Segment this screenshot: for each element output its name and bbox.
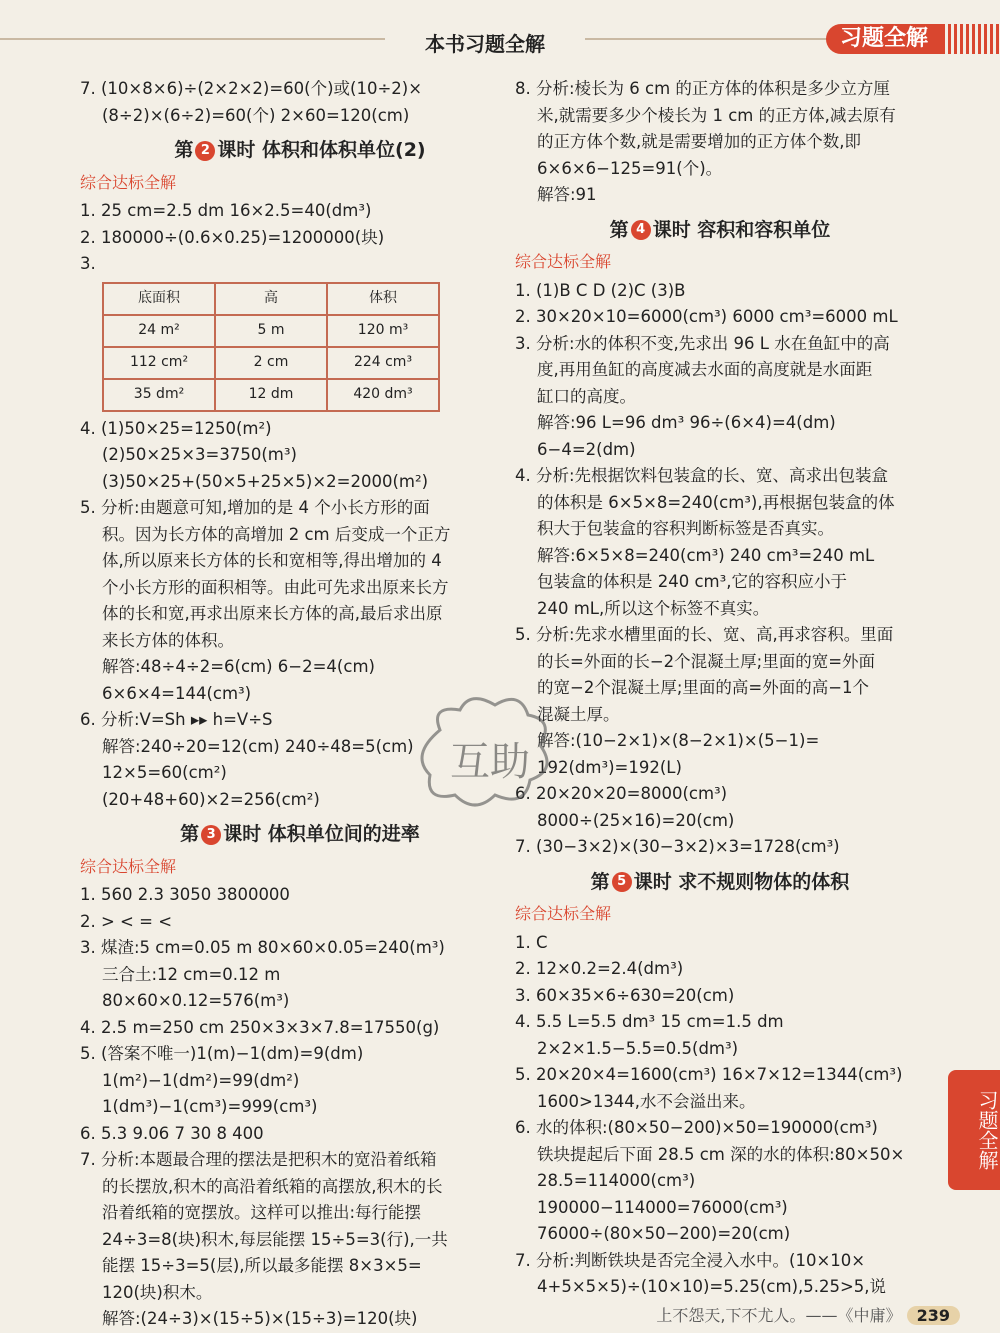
section-heading: 综合达标全解 (515, 904, 612, 923)
table-cell: 120 m³ (327, 315, 439, 347)
table-cell: 12 dm (215, 379, 327, 411)
answer-line: 190000−114000=76000(cm³) (537, 1197, 788, 1217)
lesson-number-badge: 4 (631, 220, 651, 240)
answer-line: 3. 分析:水的体积不变,先求出 96 L 水在鱼缸中的高 (515, 333, 890, 353)
answer-line: 铁块提起后下面 28.5 cm 深的水的体积:80×50× (537, 1144, 905, 1164)
answer-line: 个小长方形的面积相等。由此可先求出原来长方 (102, 577, 449, 597)
answer-line: 度,再用鱼缸的高度减去水面的高度就是水面距 (537, 360, 873, 379)
answer-line: 4. 分析:先根据饮料包装盒的长、宽、高求出包装盒 (515, 466, 889, 485)
answer-line: 解答:(24÷3)×(15÷5)×(15÷3)=120(块) (102, 1309, 418, 1328)
watermark-stamp (410, 690, 560, 820)
answer-line: 1. C (515, 932, 548, 952)
answer-line: 体的长和宽,再求出原来长方体的高,最后求出原 (102, 604, 443, 623)
answer-line: 1. 560 2.3 3050 3800000 (80, 885, 290, 904)
answer-line: 8000÷(25×16)=20(cm) (537, 810, 735, 830)
answer-line: (3)50×25+(50×5+25×5)×2=2000(m²) (102, 471, 429, 491)
table-header: 高 (215, 283, 327, 315)
answer-line: 包装盒的体积是 240 cm³,它的容积应小于 (537, 572, 847, 591)
footer-motto: 上不怨天,下不尤人。——《中庸》 (656, 1306, 902, 1325)
answer-line: 能摆 15÷3=5(层),所以最多能摆 8×3×5= (102, 1256, 422, 1275)
answer-line: 的宽−2个混凝土厚;里面的高=外面的高−1个 (537, 678, 870, 697)
answer-line: 解答:96 L=96 dm³ 96÷(6×4)=4(dm) (537, 413, 836, 432)
table-cell: 24 m² (103, 315, 215, 347)
answer-line: 来长方体的体积。 (102, 630, 234, 650)
answer-line: 12×5=60(cm²) (102, 763, 227, 782)
header-tag: 习题全解 (826, 24, 942, 54)
table-row (103, 347, 439, 379)
answer-line: (20+48+60)×2=256(cm²) (102, 789, 320, 809)
table-header: 体积 (327, 283, 439, 315)
lesson-number-badge: 3 (201, 825, 221, 845)
answer-line: 的正方体个数,就是需要增加的正方体个数,即 (537, 132, 861, 151)
lesson-number-badge: 5 (612, 872, 632, 892)
table-row (103, 315, 439, 347)
answer-line: 3. (80, 254, 96, 273)
answer-line: 解答:(10−2×1)×(8−2×1)×(5−1)= (537, 731, 820, 750)
answer-line: 2. 30×20×10=6000(cm³) 6000 cm³=6000 mL (515, 307, 898, 326)
answer-line: 5. (答案不唯一)1(m)−1(dm)=9(dm) (80, 1044, 364, 1063)
answer-line: 三合土:12 cm=0.12 m (102, 964, 281, 984)
answer-line: 4. 2.5 m=250 cm 250×3×3×7.8=17550(g) (80, 1017, 440, 1037)
page-footer (656, 1303, 960, 1326)
answer-line: 4+5×5×5)÷(10×10)=5.25(cm),5.25>5,说 (537, 1277, 887, 1296)
answer-line: 2. 12×0.2=2.4(dm³) (515, 959, 684, 978)
table-cell: 2 cm (215, 347, 327, 379)
table-row (103, 379, 439, 411)
answer-line: 6−4=2(dm) (537, 439, 636, 459)
answer-line: 1(dm³)−1(cm³)=999(cm³) (102, 1097, 318, 1116)
table-cell: 224 cm³ (327, 347, 439, 379)
table-cell: 5 m (215, 315, 327, 347)
answer-line: 的长摆放,积木的高沿着纸箱的高摆放,积木的长 (102, 1176, 443, 1196)
answer-line: 4. 5.5 L=5.5 dm³ 15 cm=1.5 dm (515, 1012, 784, 1031)
answer-line: 120(块)积木。 (102, 1282, 213, 1302)
answer-line: 5. 20×20×4=1600(cm³) 16×7×12=1344(cm³) (515, 1065, 903, 1084)
answer-line: 192(dm³)=192(L) (537, 757, 682, 777)
answer-line: 的体积是 6×5×8=240(cm³),再根据包装盒的体 (537, 492, 895, 512)
lesson-number-badge: 2 (195, 141, 215, 161)
header-title: 本书习题全解 (385, 28, 585, 50)
answer-line: 7. 分析:判断铁块是否完全浸入水中。(10×10× (515, 1250, 866, 1270)
section-heading: 综合达标全解 (80, 856, 177, 876)
answer-line: 6. 20×20×20=8000(cm³) (515, 784, 728, 803)
answer-line: 5. 分析:由题意可知,增加的是 4 个小长方形的面 (80, 498, 430, 517)
answer-line: 2. 180000÷(0.6×0.25)=1200000(块) (80, 227, 385, 247)
side-tab: 习题全解 (948, 1070, 1000, 1190)
right-column (515, 76, 925, 1301)
answer-line: 解答:6×5×8=240(cm³) 240 cm³=240 mL (537, 545, 875, 565)
answer-line: (8÷2)×(6÷2)=60(个) 2×60=120(cm) (102, 105, 410, 125)
section-heading: 综合达标全解 (80, 172, 177, 192)
lesson-title: 第 2 课时 体积和体积单位(2) (174, 139, 426, 161)
answer-line: 1600>1344,水不会溢出来。 (537, 1091, 756, 1111)
answer-line: 6. 5.3 9.06 7 30 8 400 (80, 1123, 264, 1143)
answer-line: 1. 25 cm=2.5 dm 16×2.5=40(dm³) (80, 201, 372, 220)
answer-line: 混凝土厚。 (537, 704, 620, 724)
answer-line: 解答:240÷20=12(cm) 240÷48=5(cm) (102, 736, 414, 756)
table-cell: 35 dm² (103, 379, 215, 411)
answer-line: 积大于包装盒的容积判断标签是否真实。 (537, 519, 834, 538)
header-stripe-decoration (942, 24, 1000, 54)
answer-line: 6. 分析:V=Sh ▸▸ h=V÷S (80, 710, 273, 729)
answer-line: 米,就需要多少个棱长为 1 cm 的正方体,减去原有 (537, 105, 896, 125)
answer-line: 解答:91 (537, 185, 597, 204)
answer-line: 28.5=114000(cm³) (537, 1171, 696, 1190)
answer-line: 6. 水的体积:(80×50−200)×50=190000(cm³) (515, 1118, 878, 1137)
answer-line: 积。因为长方体的高增加 2 cm 后变成一个正方 (102, 524, 451, 544)
answer-line: 7. (30−3×2)×(30−3×2)×3=1728(cm³) (515, 837, 840, 856)
answer-line: 7. (10×8×6)÷(2×2×2)=60(个)或(10÷2)× (80, 79, 423, 98)
answer-line: 6×6×6−125=91(个)。 (537, 158, 723, 178)
table-header: 底面积 (103, 283, 215, 315)
answer-line: 2. > < = < (80, 911, 173, 931)
lesson-title: 第 4 课时 容积和容积单位 (609, 218, 831, 241)
answer-line: 8. 分析:棱长为 6 cm 的正方体的体积是多少立方厘 (515, 79, 890, 98)
answer-line: 的长=外面的长−2个混凝土厚;里面的宽=外面 (537, 651, 876, 671)
answer-line: 沿着纸箱的宽摆放。这样可以推出:每行能摆 (102, 1203, 422, 1222)
answer-line: 缸口的高度。 (537, 386, 636, 406)
answer-line: 24÷3=8(块)积木,每层能摆 15÷5=3(行),一共 (102, 1229, 448, 1249)
answer-line: 76000÷(80×50−200)=20(cm) (537, 1224, 791, 1243)
answer-line: 解答:48÷4÷2=6(cm) 6−2=4(cm) (102, 657, 375, 676)
section-heading: 综合达标全解 (515, 252, 612, 271)
answer-line: 7. 分析:本题最合理的摆法是把积木的宽沿着纸箱 (80, 1150, 437, 1169)
answer-line: 4. (1)50×25=1250(m²) (80, 418, 272, 438)
answer-table (102, 282, 440, 412)
lesson-title: 第 5 课时 求不规则物体的体积 (590, 870, 850, 893)
answer-line: 5. 分析:先求水槽里面的长、宽、高,再求容积。里面 (515, 625, 894, 644)
answer-line: 1(m²)−1(dm²)=99(dm²) (102, 1070, 300, 1090)
answer-line: (2)50×25×3=3750(m³) (102, 445, 297, 464)
answer-line: 2×2×1.5−5.5=0.5(dm³) (537, 1038, 739, 1058)
answer-line: 3. 60×35×6÷630=20(cm) (515, 985, 735, 1005)
answer-line: 240 mL,所以这个标签不真实。 (537, 598, 770, 618)
answer-line: 80×60×0.12=576(m³) (102, 991, 290, 1010)
table-cell: 112 cm² (103, 347, 215, 379)
answer-line: 1. (1)B C D (2)C (3)B (515, 280, 686, 300)
lesson-title: 第 3 课时 体积单位间的进率 (180, 823, 420, 845)
table-cell: 420 dm³ (327, 379, 439, 411)
answer-line: 3. 煤渣:5 cm=0.05 m 80×60×0.05=240(m³) (80, 938, 445, 957)
answer-line: 6×6×4=144(cm³) (102, 683, 252, 703)
page-header (0, 0, 1000, 78)
stamp-text: 互助 (450, 739, 530, 785)
page-number: 239 (907, 1306, 960, 1325)
answer-line: 体,所以原来长方体的长和宽相等,得出增加的 4 (102, 551, 442, 570)
